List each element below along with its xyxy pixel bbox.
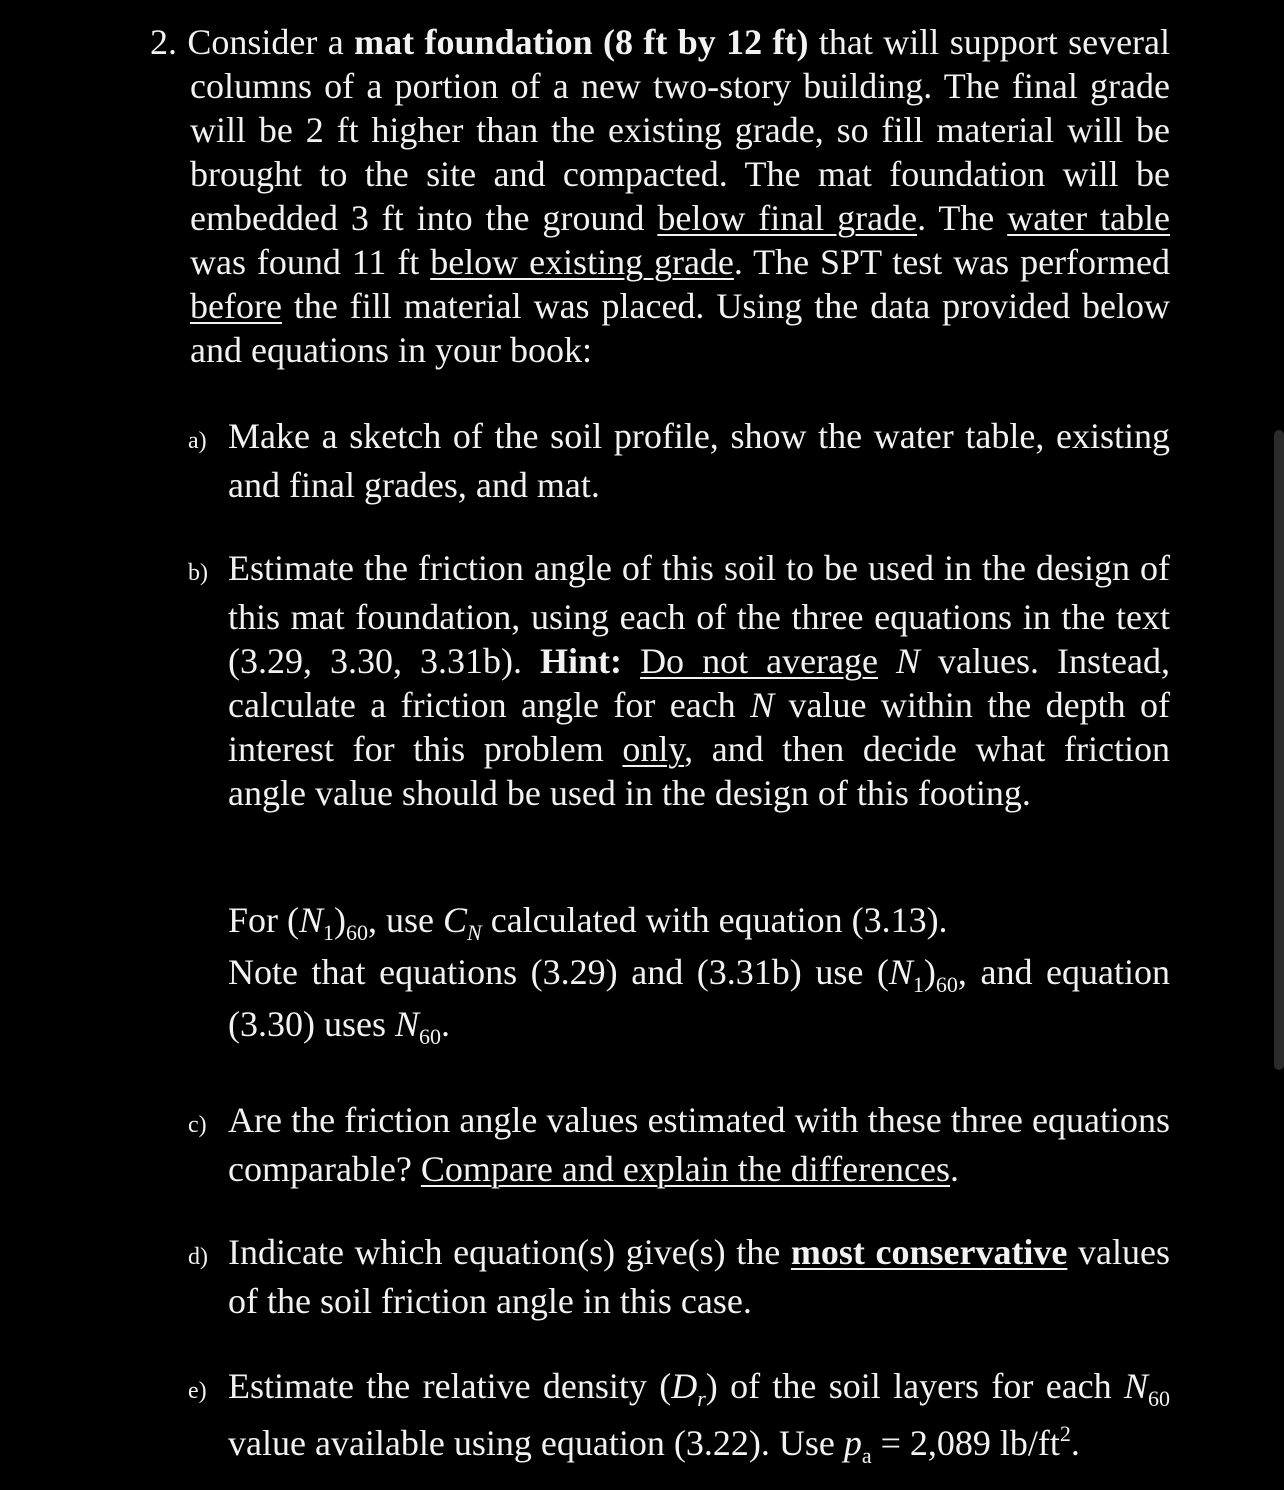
n-symbol: N — [394, 1004, 419, 1044]
note-text: Note that equations (3.29) and (3.31b) use ( — [228, 952, 889, 992]
part-c — [188, 1098, 1170, 1191]
water-table-underline: water table — [1007, 198, 1171, 238]
subscript-n: N — [467, 920, 482, 945]
part-a-label: a) — [188, 428, 207, 454]
problem-number: 2. — [150, 22, 177, 62]
n-symbol: N — [750, 685, 775, 725]
intro-text-1: Consider a — [187, 22, 355, 62]
intro-text-3: . The — [917, 198, 1008, 238]
problem-statement — [150, 20, 1170, 372]
below-final-grade-underline: below final grade — [657, 198, 918, 238]
part-a-text: Make a sketch of the soil profile, show the water table, existing and final grades, and mat. — [228, 416, 1170, 505]
note-text: For ( — [228, 900, 299, 940]
n-symbol: N — [1124, 1366, 1149, 1406]
before-underline: before — [190, 286, 282, 326]
c-symbol: C — [443, 900, 468, 940]
n-symbol: N — [888, 952, 913, 992]
part-e-text-2: ) of the soil layers for each — [705, 1366, 1124, 1406]
subscript-r: r — [697, 1386, 706, 1411]
n-symbol: N — [299, 900, 324, 940]
subscript-60: 60 — [1148, 1386, 1171, 1411]
scrollbar[interactable] — [1274, 430, 1284, 1070]
subscript-1: 1 — [323, 920, 335, 945]
subscript-1: 1 — [912, 972, 924, 997]
intro-text-6: the fill material was placed. Using the data provided below and equations in your book: — [190, 286, 1170, 370]
part-e-label: e) — [188, 1378, 207, 1404]
note-text: , and equation (3.30) uses — [228, 952, 1170, 1044]
part-b-text-5: , and then decide what friction angle value should be used in the design of this footing. — [228, 729, 1171, 813]
part-e-text-5: . — [1070, 1423, 1080, 1463]
hint-bold: Hint: — [540, 641, 623, 681]
subscript-60: 60 — [419, 1024, 441, 1049]
part-a — [188, 414, 1170, 507]
part-d — [188, 1230, 1170, 1323]
part-e-text-3: value available using equation (3.22). Use — [228, 1423, 844, 1463]
intro-text-2: that will support several columns of a portion of a new two-story building. The final grade will be 2 ft higher than the existing grade, so fill material will be brought to the site and compacted. The mat foundation will be embedded 3 ft into the ground — [190, 22, 1171, 238]
p-symbol: p — [843, 1423, 862, 1463]
subscript-60: 60 — [346, 920, 369, 945]
part-c-text-1: Are the friction angle values estimated with these three equations comparable? — [228, 1100, 1170, 1189]
most-conservative-bold-underline: most conservative — [790, 1232, 1068, 1272]
part-e-text-4: = 2,089 lb/ft — [871, 1423, 1060, 1463]
note-text: . — [441, 1004, 450, 1044]
part-b-space — [878, 641, 896, 681]
superscript-2: 2 — [1059, 1421, 1071, 1446]
note-block — [228, 894, 1170, 1050]
compare-explain-underline: Compare and explain the differences — [420, 1149, 951, 1189]
part-b-label: b) — [188, 560, 208, 586]
intro-text-5: . The SPT test was performed — [733, 242, 1170, 282]
mat-foundation-bold: mat foundation (8 ft by 12 ft) — [354, 22, 809, 62]
part-c-text-2: . — [950, 1149, 960, 1189]
subscript-60: 60 — [935, 972, 958, 997]
part-e-text-1: Estimate the relative density ( — [228, 1366, 672, 1406]
do-not-average-underline: Do not average — [640, 641, 878, 681]
part-b-text-1: Estimate the friction angle of this soil to be used in the design of this mat foundation, using each of the three equations in the text (3.29, 3.30, 3.31b). — [228, 548, 1170, 681]
note-text: calculated with equation (3.13). — [481, 900, 948, 940]
part-b-text-3: values. Instead, calculate a friction angle for each — [228, 641, 1170, 725]
only-underline: only — [622, 729, 685, 769]
note-line-1: For $(N_1)_{60}$, use $C_N$ calculated with equation (3.13). — [228, 900, 948, 945]
below-existing-grade-underline: below existing grade — [430, 242, 734, 282]
part-b — [188, 546, 1170, 815]
problem-intro — [150, 20, 1170, 372]
note-line-2: Note that equations (3.29) and (3.31b) use $(N_1)_{60}$, and equation (3.30) uses $N_{60}$. — [228, 952, 1170, 1049]
part-d-text-2: values of the soil friction angle in this case. — [228, 1232, 1171, 1321]
d-symbol: D — [671, 1366, 698, 1406]
note-text: , use — [368, 900, 444, 940]
part-e — [188, 1360, 1170, 1469]
intro-text-4: was found 11 ft — [190, 242, 431, 282]
part-c-label: c) — [188, 1112, 207, 1138]
part-d-text-1: Indicate which equation(s) give(s) the — [228, 1232, 791, 1272]
part-b-text-4: value within the depth of interest for this problem — [228, 685, 1170, 769]
subscript-a: a — [861, 1443, 872, 1468]
part-d-label: d) — [188, 1244, 208, 1270]
n-symbol: N — [896, 641, 921, 681]
